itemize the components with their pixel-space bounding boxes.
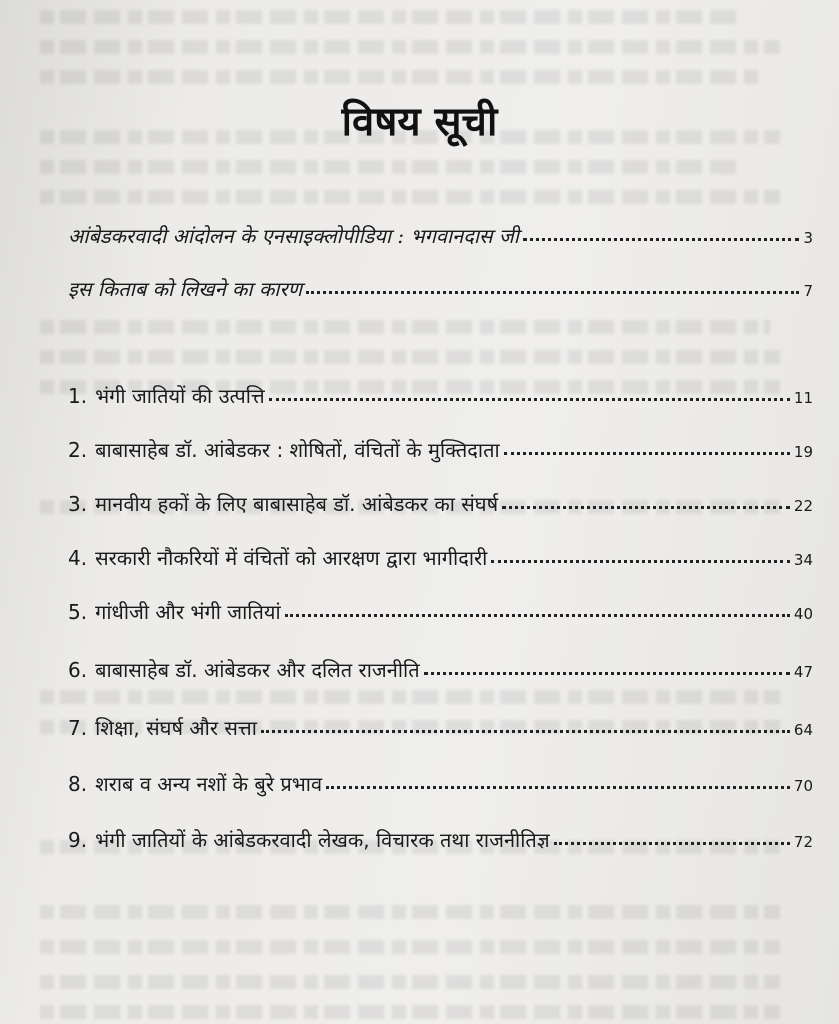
toc-chapter-page: 64 [793,721,813,739]
toc-chapter-number: 5. [68,600,88,624]
toc-chapter-3 [68,490,813,530]
toc-chapter-number: 6. [68,658,88,682]
toc-chapter-7 [68,714,813,754]
toc-leader-dots [491,560,790,563]
toc-leader-dots [554,842,790,845]
toc-entry-page: 3 [803,229,813,247]
toc-chapter-number: 8. [68,772,88,796]
toc-entry-label: आंबेडकरवादी आंदोलन के एनसाइक्लोपीडिया : भगवानदास जी [68,224,519,248]
toc-leader-dots [261,730,790,733]
toc-chapter-number: 7. [68,716,88,740]
toc-chapter-number: 9. [68,828,88,852]
toc-leader-dots [523,238,800,241]
toc-chapter-label: शराब व अन्य नशों के बुरे प्रभाव [95,772,323,796]
toc-chapter-page: 22 [793,497,813,515]
page-title: विषय सूची [341,99,498,145]
toc-chapter-label: भंगी जातियों की उत्पत्ति [95,384,265,408]
toc-entry-intro-1 [68,222,813,262]
toc-chapter-number: 2. [68,438,88,462]
toc-chapter-label: भंगी जातियों के आंबेडकरवादी लेखक, विचारक तथा राजनीतिज्ञ [95,828,550,852]
toc-entry-page: 7 [803,282,813,300]
toc-chapter-1 [68,382,813,422]
toc-leader-dots [326,786,790,789]
toc-entry-label: इस किताब को लिखने का कारण [68,277,303,301]
toc-chapter-label: बाबासाहेब डॉ. आंबेडकर : शोषितों, वंचितों के मुक्तिदाता [95,438,500,462]
toc-leader-dots [306,291,799,294]
toc-chapter-number: 1. [68,384,88,408]
toc-chapter-label: गांधीजी और भंगी जातियां [95,600,281,624]
toc-chapter-page: 72 [793,833,813,851]
toc-leader-dots [424,672,790,675]
toc-chapter-number: 3. [68,492,88,516]
toc-chapter-label: मानवीय हकों के लिए बाबासाहेब डॉ. आंबेडकर का संघर्ष [95,492,499,516]
toc-chapter-page: 19 [793,443,813,461]
toc-entry-intro-2 [68,275,813,315]
toc-chapter-8 [68,770,813,810]
toc-chapter-page: 11 [793,389,813,407]
toc-chapter-number: 4. [68,546,88,570]
toc-chapter-page: 70 [793,777,813,795]
toc-chapter-4 [68,544,813,584]
toc-leader-dots [285,614,790,617]
toc-chapter-label: शिक्षा, संघर्ष और सत्ता [95,716,257,740]
toc-chapter-label: सरकारी नौकरियों में वंचितों को आरक्षण द्वारा भागीदारी [95,546,488,570]
toc-chapter-6 [68,656,813,696]
toc-leader-dots [269,398,790,401]
toc-chapter-page: 40 [793,605,813,623]
toc-chapter-5 [68,598,813,638]
toc-leader-dots [504,452,790,455]
toc-chapter-page: 47 [793,663,813,681]
toc-chapter-9 [68,826,813,866]
toc-chapter-page: 34 [793,551,813,569]
toc-leader-dots [502,506,790,509]
toc-chapter-2 [68,436,813,476]
toc-chapter-label: बाबासाहेब डॉ. आंबेडकर और दलित राजनीति [95,658,420,682]
